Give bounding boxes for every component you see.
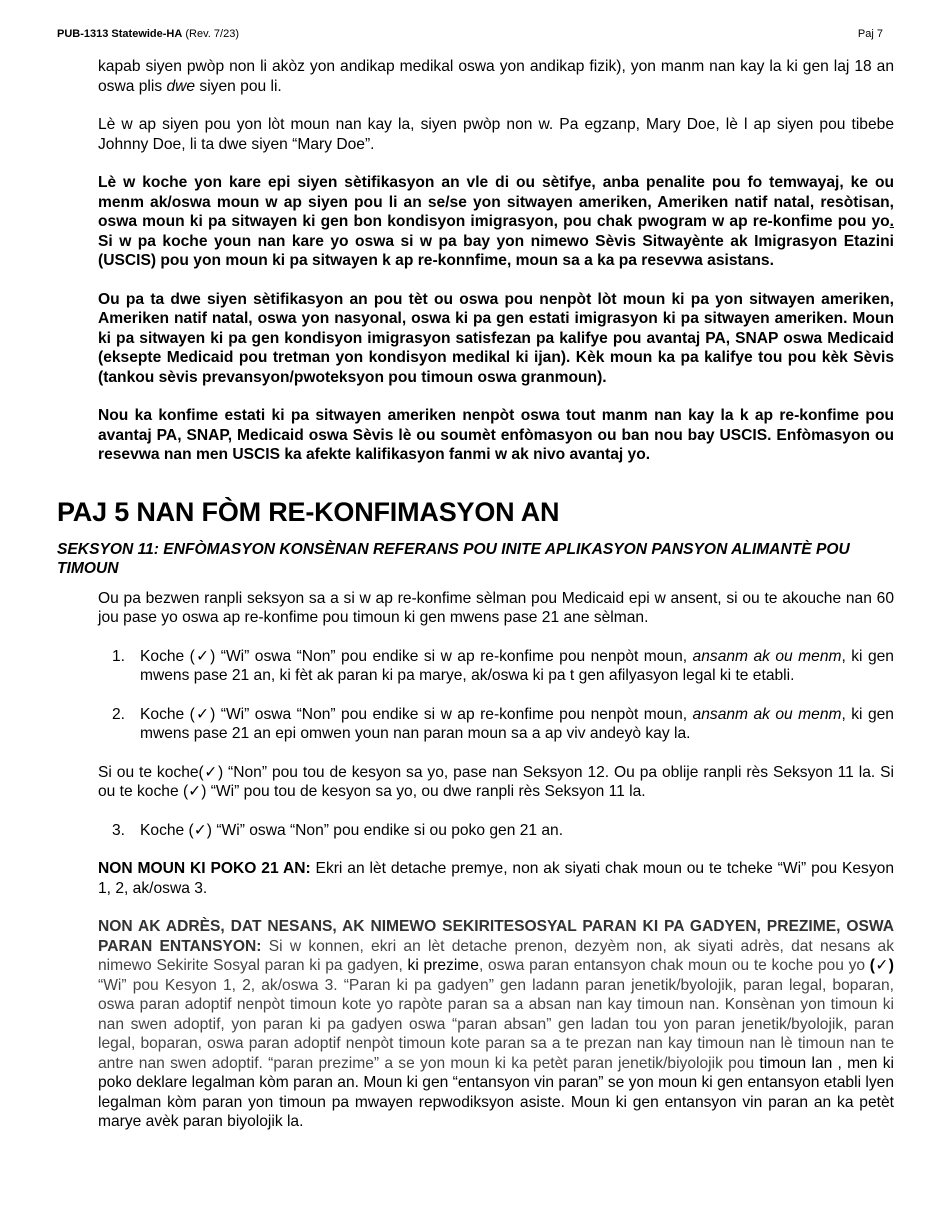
page-title: PAJ 5 NAN FÒM RE-KONFIMASYON AN xyxy=(57,496,560,527)
paragraph-signing-example: Lè w ap siyen pou yon lòt moun nan kay la, siyen pwòp non w. Pa egzanp, Mary Doe, lè l ap siyen pou tibebe Johnny Doe, li ta dwe siyen “Mary Doe”. xyxy=(98,116,894,153)
form-code: PUB-1313 Statewide-HA (Rev. 7/23) xyxy=(57,28,239,40)
list-item: 3. Koche (✓) “Wi” oswa “Non” pou endike si ou poko gen 21 an. xyxy=(112,821,564,839)
skip-note: Si ou te koche(✓) “Non” pou tou de kesyon sa yo, pase nan Seksyon 12. Ou pa oblije ranpli rès Seksyon 11 la. Si ou te koche (✓) “Wi” pou tou de kesyon sa yo, ou dwe ranpli rès Seksyon 11 la. xyxy=(98,763,894,800)
paragraph-certification: Lè w koche yon kare epi siyen sètifikasyon an vle di ou sètifye, anba penalite pou fo temwayaj, ke ou menm ak/oswa moun w ap siyen pou li an se/se yon sitwayen ameriken, Ameriken natif natal, resòtisan, oswa moun ki pa sitwayen ki gen bon kondisyon imigrasyon, pou chak pwogram w ap re-konfime pou yo. Si w pa koche youn nan kare yo oswa si w pa bay yon nimewo Sèvis Sitwayènte ak Imigrasyon Etazini (USCIS) pou yon moun ki pa sitwayen k ap re-konnfime, moun sa a ka pa resevwa asistans. xyxy=(98,174,894,269)
page-number: Paj 7 xyxy=(857,28,883,40)
page-header xyxy=(57,28,883,40)
paragraph-do-not-sign: Ou pa ta dwe siyen sètifikasyon an pou tèt ou oswa pou nenpòt lòt moun ki pa yon sitwayen ameriken, Ameriken natif natal, oswa yon nasyonal, oswa ki pa gen estati imigrasyon ki pa sitwayen ameriken. Moun ki pa sitwayen ki pa gen kondisyon imigrasyon satisfezan pa kalifye pou avantaj PA, SNAP oswa Medicaid (eksepte Medicaid pou tretman yon kondisyon medikal ki ijan). Kèk moun ka pa kalifye tou pou kèk Sèvis (tankou sèvis prevansyon/pwoteksyon pou timoun oswa granmoun). xyxy=(98,290,894,386)
section-intro: Ou pa bezwen ranpli seksyon sa a si w ap re-konfime sèlman pou Medicaid epi w ansent, si ou te akouche nan 60 jou pase yo oswa ap re-konfime pou timoun ki gen mwens pase 21 ane sèlman. xyxy=(98,589,894,626)
section-heading: SEKSYON 11: ENFÒMASYON KONSÈNAN REFERANS POU INITE APLIKASYON PANSYON ALIMANTÈ POU TIMOUN xyxy=(57,540,850,577)
list-item: 1. Koche (✓) “Wi” oswa “Non” pou endike si w ap re-konfime pou nenpòt moun, ansanm ak ou menm, ki gen mwens pase 21 an, ki fèt ak paran ki pa marye, ak/oswa ki pa t gen afilyasyon legal ki te etabli. xyxy=(112,647,894,684)
list-item: 2. Koche (✓) “Wi” oswa “Non” pou endike si w ap re-konfime pou nenpòt moun, ansanm ak ou menm, ki gen mwens pase 21 an epi omwen youn nan paran moun sa a ap viv andeyò kay la. xyxy=(112,705,894,742)
minor-name-instructions: NON MOUN KI POKO 21 AN: Ekri an lèt detache premye, non ak siyati chak moun ou te tcheke “Wi” pou Kesyon 1, 2, ak/oswa 3. xyxy=(98,860,895,897)
paragraph-signing-disability: kapab siyen pwòp non li akòz yon andikap medikal oswa yon andikap fizik), yon manm nan kay la ki gen laj 18 an oswa plis dwe siyen pou li. xyxy=(98,58,894,95)
document-body xyxy=(57,57,894,1132)
intro-block xyxy=(98,57,894,465)
paragraph-uscis-verify: Nou ka konfime estati ki pa sitwayen ameriken nenpòt oswa tout manm nan kay la k ap re-konfime pou avantaj PA, SNAP, Medicaid oswa Sèvis lè ou soumèt enfòmasyon ou ban nou bay USCIS. Enfòmasyon ou resevwa nan men USCIS ka afekte kalifikasyon fanmi w ak nivo avantaj yo. xyxy=(98,407,894,463)
parent-info-instructions: NON AK ADRÈS, DAT NESANS, AK NIMEWO SEKIRITESOSYAL PARAN KI PA GADYEN, PREZIME, OSWA PARAN ENTANSYON: Si w konnen, ekri an lèt detache prenon, dezyèm non, ak siyati adrès, dat nesans ak nimewo Sekirite Sosyal paran ki pa gadyen, ki prezime, oswa paran entansyon chak moun ou te koche pou yo (✓) “Wi” pou Kesyon 1, 2, ak/oswa 3. “Paran ki pa gadyen” gen ladann paran jenetik/byolojik, paran legal, boparan, oswa paran adoptif nenpòt timoun kote yo rapòte paran sa a absan nan kay timoun nan. Konsènan yon timoun ki nan swen adoptif, yon paran ki pa gadyen oswa “paran absan” gen ladan tou yon paran jenetik/byolojik, paran legal, boparan, oswa paran adoptif nenpòt timoun kote paran sa a te prezan nan kay timoun nan lè timoun nan te antre nan swen adoptif. “paran prezime” a se yon moun ki ka petèt paran jenetik/biyolojik pou timoun lan , men ki poko deklare legalman kòm paran an. Moun ki gen “entansyon vin paran” se yon moun ki gen entansyon etabli lyen legalman kòm paran yon timoun pa mwayen repwodiksyon asiste. Moun ki gen entansyon vin paran an ka petèt marye avèk paran biyolojik la. xyxy=(98,918,894,1130)
